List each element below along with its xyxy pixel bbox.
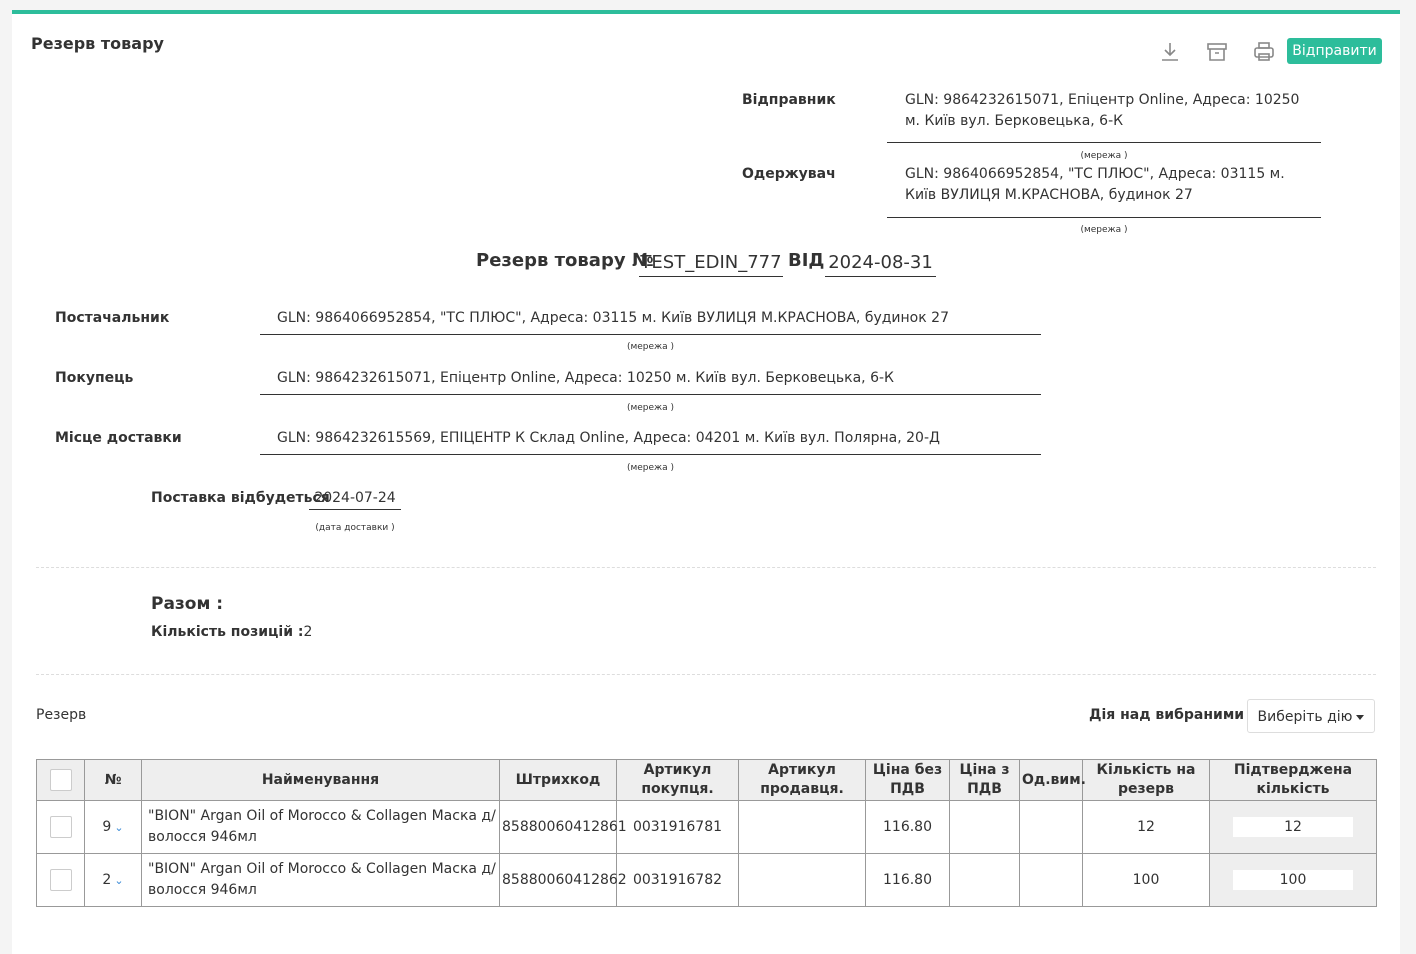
row-qty-confirmed-cell	[1210, 801, 1377, 854]
receiver-hint: (мережа )	[1080, 225, 1128, 235]
delivery-date-label: Поставка відбудеться	[151, 490, 330, 506]
row-select-cell	[37, 854, 85, 907]
col-qty-reserve: Кількість на резерв	[1083, 760, 1210, 801]
print-icon[interactable]	[1252, 40, 1276, 64]
row-qty-confirmed-cell	[1210, 854, 1377, 907]
delivery-place-hint: (мережа )	[626, 463, 675, 473]
row-unit	[1020, 854, 1083, 907]
row-qty-reserve: 100	[1083, 854, 1210, 907]
buyer-underline	[260, 394, 1041, 395]
row-num: 2	[102, 872, 112, 888]
archive-icon[interactable]	[1205, 40, 1229, 64]
send-button[interactable]: Відправити	[1287, 38, 1382, 64]
doc-from-label: ВІД	[788, 250, 825, 271]
chevron-down-icon[interactable]: ⌄	[114, 821, 124, 834]
supplier-underline	[260, 334, 1041, 335]
col-price-no-vat: Ціна без ПДВ	[866, 760, 950, 801]
chevron-down-icon[interactable]: ⌄	[114, 874, 124, 887]
table-header-row	[37, 760, 1377, 801]
row-name: "BION" Argan Oil of Morocco & Collagen Маска д/волосся 946мл	[142, 854, 500, 907]
sender-value-line1: GLN: 9864232615071, Епіцентр Online, Адреса: 10250	[905, 92, 1300, 108]
items-table	[36, 759, 1377, 907]
col-buyer-article: Артикул покупця.	[617, 760, 739, 801]
table-row	[37, 854, 1377, 907]
row-barcode: 85880060412862	[500, 854, 617, 907]
doc-date: 2024-08-31	[825, 250, 936, 277]
page-title: Резерв товару	[31, 34, 164, 53]
buyer-value: GLN: 9864232615071, Епіцентр Online, Адреса: 10250 м. Київ вул. Берковецька, 6-К	[277, 370, 894, 386]
col-barcode: Штрихкод	[500, 760, 617, 801]
totals-count-value: 2	[303, 624, 313, 640]
sender-hint: (мережа )	[1080, 151, 1128, 161]
row-num-cell[interactable]	[85, 854, 142, 907]
supplier-value: GLN: 9864066952854, "ТС ПЛЮС", Адреса: 03115 м. Київ ВУЛИЦЯ М.КРАСНОВА, будинок 27	[277, 310, 949, 326]
buyer-hint: (мережа )	[626, 403, 675, 413]
sender-value-line2: м. Київ вул. Берковецька, 6-К	[905, 113, 1124, 129]
row-select-cell	[37, 801, 85, 854]
actions-select[interactable]	[1247, 699, 1375, 733]
col-name: Найменування	[142, 760, 500, 801]
row-buyer-article: 0031916781	[617, 801, 739, 854]
caret-down-icon	[1356, 715, 1364, 720]
row-qty-reserve: 12	[1083, 801, 1210, 854]
row-checkbox[interactable]	[50, 816, 72, 838]
row-name: "BION" Argan Oil of Morocco & Collagen Маска д/волосся 946мл	[142, 801, 500, 854]
row-price-no-vat: 116.80	[866, 801, 950, 854]
reserve-section-label: Резерв	[36, 707, 87, 723]
col-seller-article: Артикул продавця.	[739, 760, 866, 801]
confirmed-qty-input[interactable]: 100	[1233, 870, 1353, 890]
row-num: 9	[102, 819, 112, 835]
row-seller-article	[739, 854, 866, 907]
row-seller-article	[739, 801, 866, 854]
supplier-hint: (мережа )	[626, 342, 675, 352]
select-all-checkbox[interactable]	[50, 769, 72, 791]
delivery-place-value: GLN: 9864232615569, ЕПІЦЕНТР К Склад Online, Адреса: 04201 м. Київ вул. Полярна, 20-Д	[277, 430, 940, 446]
table-row	[37, 801, 1377, 854]
col-unit: Од.вим.	[1020, 760, 1083, 801]
totals-count	[151, 624, 312, 640]
receiver-value-line2: Київ ВУЛИЦЯ М.КРАСНОВА, будинок 27	[905, 187, 1193, 203]
document-card	[12, 10, 1400, 954]
doc-heading: Резерв товару №	[476, 250, 654, 271]
row-num-cell[interactable]	[85, 801, 142, 854]
receiver-label: Одержувач	[742, 166, 836, 182]
row-checkbox[interactable]	[50, 869, 72, 891]
delivery-date-value: 2024-07-24	[309, 488, 401, 510]
row-price-no-vat: 116.80	[866, 854, 950, 907]
download-icon[interactable]	[1158, 40, 1182, 64]
doc-number: TEST_EDIN_777	[639, 250, 783, 277]
delivery-place-label: Місце доставки	[55, 430, 182, 446]
totals-count-label: Кількість позицій :	[151, 624, 304, 640]
row-barcode: 85880060412861	[500, 801, 617, 854]
receiver-underline	[887, 217, 1321, 218]
row-unit	[1020, 801, 1083, 854]
row-price-vat	[950, 801, 1020, 854]
divider	[36, 567, 1376, 568]
delivery-place-underline	[260, 454, 1041, 455]
actions-label: Дія над вибраними	[1089, 707, 1245, 723]
select-all-cell	[37, 760, 85, 801]
actions-select-value: Виберіть дію	[1257, 709, 1353, 725]
row-price-vat	[950, 854, 1020, 907]
col-qty-confirmed: Підтверджена кількість	[1210, 760, 1377, 801]
sender-underline	[887, 142, 1321, 143]
receiver-value-line1: GLN: 9864066952854, "ТС ПЛЮС", Адреса: 03115 м.	[905, 166, 1285, 182]
col-num: №	[85, 760, 142, 801]
delivery-date-hint: (дата доставки )	[315, 523, 395, 533]
col-price-vat: Ціна з ПДВ	[950, 760, 1020, 801]
supplier-label: Постачальник	[55, 310, 170, 326]
confirmed-qty-input[interactable]: 12	[1233, 817, 1353, 837]
sender-label: Відправник	[742, 92, 836, 108]
buyer-label: Покупець	[55, 370, 134, 386]
totals-title: Разом :	[151, 594, 224, 614]
divider	[36, 674, 1376, 675]
row-buyer-article: 0031916782	[617, 854, 739, 907]
